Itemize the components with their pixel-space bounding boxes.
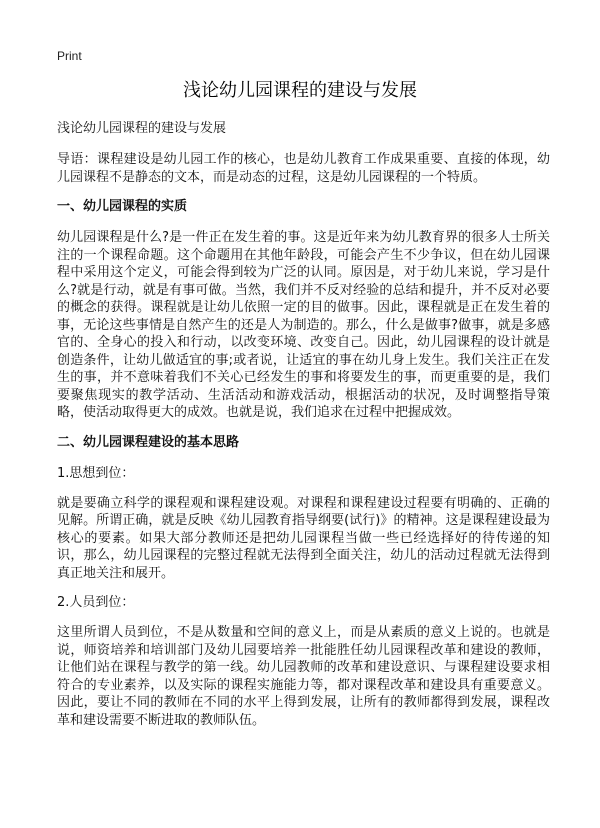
point-staff-paragraph: 这里所谓人员到位，不是从数量和空间的意义上，而是从素质的意义上说的。也就是说，师资培养和培训部门及幼儿园要培养一批能胜任幼儿园课程改革和建设的教师，让他们站在课程与教学的第一线。幼儿园教师的改革和建设意识、与课程建设要求相符合的专业素养，以及实际的课程实施能力等，都对课程改革和建设具有重要意义。因此，要让不同的教师在不同的水平上得到发展，让所有的教师都得到发展，课程改革和建设需要不断进取的教师队伍。: [57, 625, 550, 728]
document-title: 浅论幼儿园课程的建设与发展: [183, 80, 417, 101]
document-body: [57, 120, 550, 741]
document-subtitle: 浅论幼儿园课程的建设与发展: [57, 121, 227, 136]
point-staff-label: 2.人员到位：: [57, 595, 135, 610]
section-heading-approach: 二、幼儿园课程建设的基本思路: [57, 434, 240, 450]
intro-paragraph: 导语：课程建设是幼儿园工作的核心，也是幼儿教育工作成果重要、直接的体现，幼儿园课程不是静态的文本，而是动态的过程，这是幼儿园课程的一个特质。: [57, 152, 550, 185]
point-thought-label: 1.思想到位：: [57, 465, 135, 481]
section-essence-paragraph: 幼儿园课程是什么?是一件正在发生着的事。这是近年来为幼儿教育界的很多人士所关注的一个课程命题。这个命题用在其他年龄段，可能会产生不少争议，但在幼儿园课程中采用这个定义，可能会得到较为广泛的认同。原因是，对于幼儿来说，学习是什么?就是行动，就是有事可做。当然，我们并不反对经验的总结和提升，并不反对必要的概念的获得。课程就是让幼儿依照一定的目的做事。因此，课程就是正在发生着的事，无论这些事情是自然产生的还是人为制造的。那么，什么是做事?做事，就是多感官的、全身心的投入和行动，以改变环境、改变自己。因此，幼儿园课程的设计就是创造条件，让幼儿做适宜的事;或者说，让适宜的事在幼儿身上发生。我们关注正在发生的事，并不意味着我们不关心已经发生的事和将要发生的事，而更重要的是，我们要聚焦现实的教学活动、生活活动和游戏活动，根据活动的状况，及时调整指导策略，使活动取得更大的成效。也就是说，我们追求在过程中把握成效。: [57, 230, 550, 420]
print-link[interactable]: Print: [57, 49, 82, 63]
point-thought-paragraph: 就是要确立科学的课程观和课程建设观。对课程和课程建设过程要有明确的、正确的见解。所谓正确，就是反映《幼儿园教育指导纲要(试行)》的精神。这是课程建设最为核心的要素。如果大部分教师还是把幼儿园课程当做一些已经选择好的待传递的知识，那么，幼儿园课程的完整过程就无法得到全面关注，幼儿的活动过程就无法得到真正地关注和展开。: [57, 495, 550, 581]
section-heading-essence: 一、幼儿园课程的实质: [57, 199, 188, 214]
